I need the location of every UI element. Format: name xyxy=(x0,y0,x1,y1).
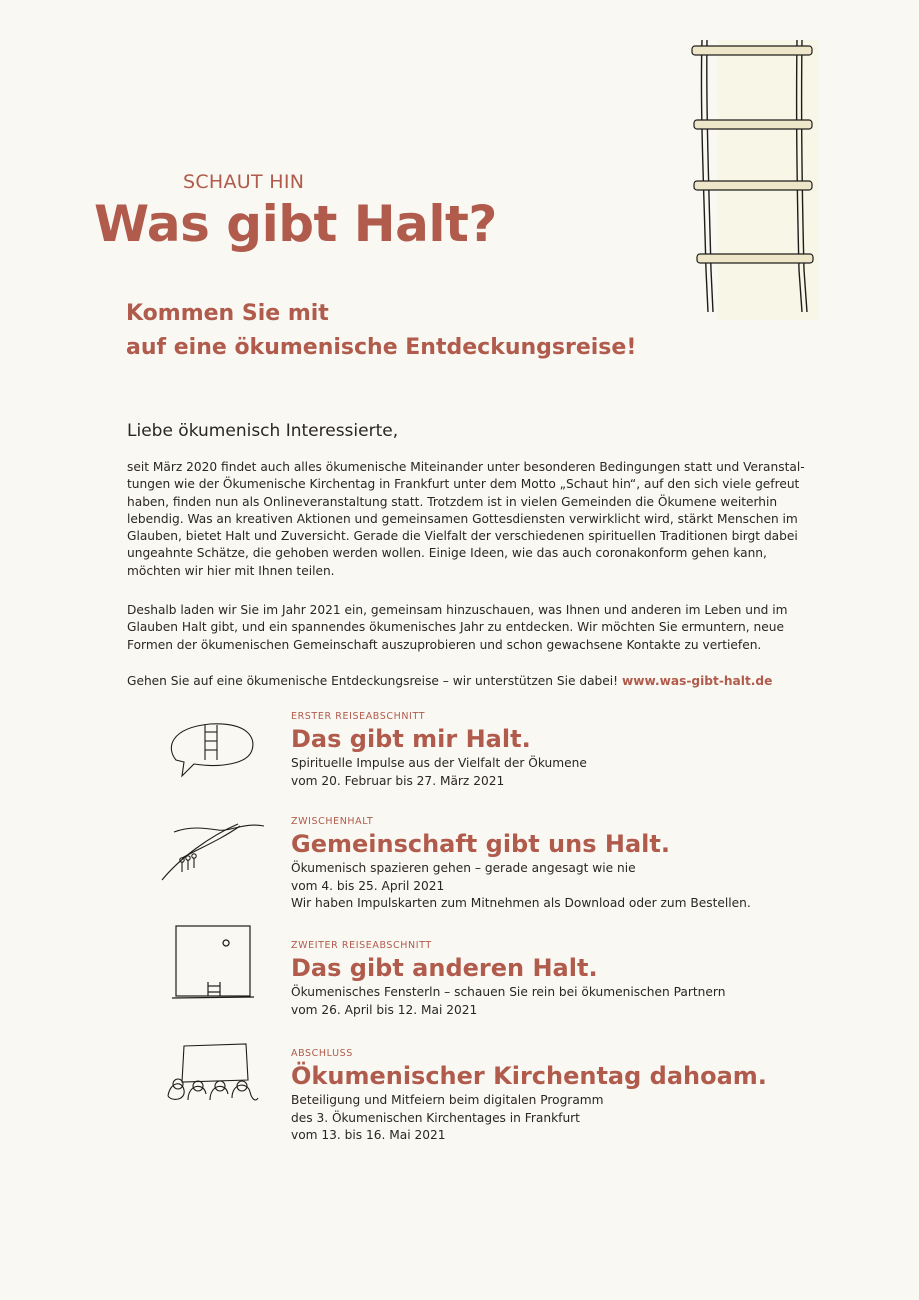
text-line: des 3. Ökumenischen Kirchentages in Frankfurt xyxy=(291,1110,580,1125)
journey-section xyxy=(291,711,851,790)
text-line: vom 20. Februar bis 27. März 2021 xyxy=(291,773,505,788)
text-line: lebendig. Was an kreativen Aktionen und gemeinsamen Gottesdiensten verwirklicht wird, stärkt Menschen im xyxy=(127,511,798,526)
section-title: Ökumenischer Kirchentag dahoam. xyxy=(291,1062,767,1090)
section-label: ERSTER REISEABSCHNITT xyxy=(291,711,426,722)
text-line: Glauben Halt gibt, und ein spannendes ökumenisches Jahr zu entdecken. Wir möchten Sie ermuntern, neue xyxy=(127,620,784,635)
text-line: Wir haben Impulskarten zum Mitnehmen als Download oder zum Bestellen. xyxy=(291,896,751,910)
text-line: haben, finden nun als Onlineveranstaltung statt. Trotzdem ist in vielen Gemeinden die Ökumene weiterhin xyxy=(127,494,778,509)
subtitle-line: auf eine ökumenische Entdeckungsreise! xyxy=(126,335,637,360)
speech-bubble-ladder-icon xyxy=(164,718,260,780)
text-line: ungeahnte Schätze, die gehoben werden wollen. Einige Ideen, wie das auch coronakonform gehen kann, xyxy=(127,546,767,561)
section-text xyxy=(291,984,851,1019)
section-label: ZWEITER REISEABSCHNITT xyxy=(291,940,432,951)
text-line: Deshalb laden wir Sie im Jahr 2021 ein, gemeinsam hinzuschauen, was Ihnen und anderen im Leben und im xyxy=(127,603,788,617)
section-title: Das gibt anderen Halt. xyxy=(291,954,598,982)
journey-section xyxy=(291,1048,851,1145)
text-line: vom 26. April bis 12. Mai 2021 xyxy=(291,1002,478,1017)
greeting: Liebe ökumenisch Interessierte, xyxy=(127,421,399,441)
paragraph-invitation xyxy=(127,602,807,654)
text-line: seit März 2020 findet auch alles ökumenische Miteinander unter besonderen Bedingungen statt und Veranstal- xyxy=(127,460,805,474)
section-label: ABSCHLUSS xyxy=(291,1048,353,1059)
text-line: vom 13. bis 16. Mai 2021 xyxy=(291,1128,446,1142)
text-line: möchten wir hier mit Ihnen teilen. xyxy=(127,563,335,578)
text-line: Glauben, bietet Halt und Zuversicht. Gerade die Vielfalt der verschiedenen spirituellen Traditionen birgt dabei xyxy=(127,529,798,544)
section-label: ZWISCHENHALT xyxy=(291,816,374,827)
audience-screen-icon xyxy=(166,1040,262,1104)
journey-section xyxy=(291,816,851,913)
subtitle-line: Kommen Sie mit xyxy=(126,301,329,326)
website-link[interactable]: www.was-gibt-halt.de xyxy=(621,674,773,688)
section-title: Das gibt mir Halt. xyxy=(291,725,531,753)
section-title: Gemeinschaft gibt uns Halt. xyxy=(291,830,670,858)
text-line: vom 4. bis 25. April 2021 xyxy=(291,878,445,893)
window-icon xyxy=(170,922,256,1002)
page-title: Was gibt Halt? xyxy=(94,195,497,253)
journey-section xyxy=(291,940,851,1019)
hill-walkers-icon xyxy=(160,818,268,886)
paragraph-call-to-action xyxy=(127,673,772,690)
section-text xyxy=(291,1092,851,1145)
subtitle xyxy=(126,297,636,365)
section-text xyxy=(291,755,851,790)
text-line: Ökumenisch spazieren gehen – gerade angesagt wie nie xyxy=(291,861,636,875)
call-to-action-text: Gehen Sie auf eine ökumenische Entdeckungsreise – wir unterstützen Sie dabei! xyxy=(127,674,622,688)
rope-ladder-illustration xyxy=(680,30,820,320)
text-line: tungen wie der Ökumenische Kirchentag in Frankfurt unter dem Motto „Schaut hin“, auf den sich viele gefreut xyxy=(127,477,800,492)
text-line: Spirituelle Impulse aus der Vielfalt der Ökumene xyxy=(291,756,587,770)
text-line: Ökumenisches Fensterln – schauen Sie rein bei ökumenischen Partnern xyxy=(291,985,726,999)
text-line: Beteiligung und Mitfeiern beim digitalen Programm xyxy=(291,1093,604,1107)
kicker: SCHAUT HIN xyxy=(183,171,305,193)
section-text xyxy=(291,860,851,913)
paragraph-intro xyxy=(127,459,807,580)
text-line: Formen der ökumenischen Gemeinschaft auszuprobieren und schon gewachsene Kontakte zu vertiefen. xyxy=(127,637,762,652)
